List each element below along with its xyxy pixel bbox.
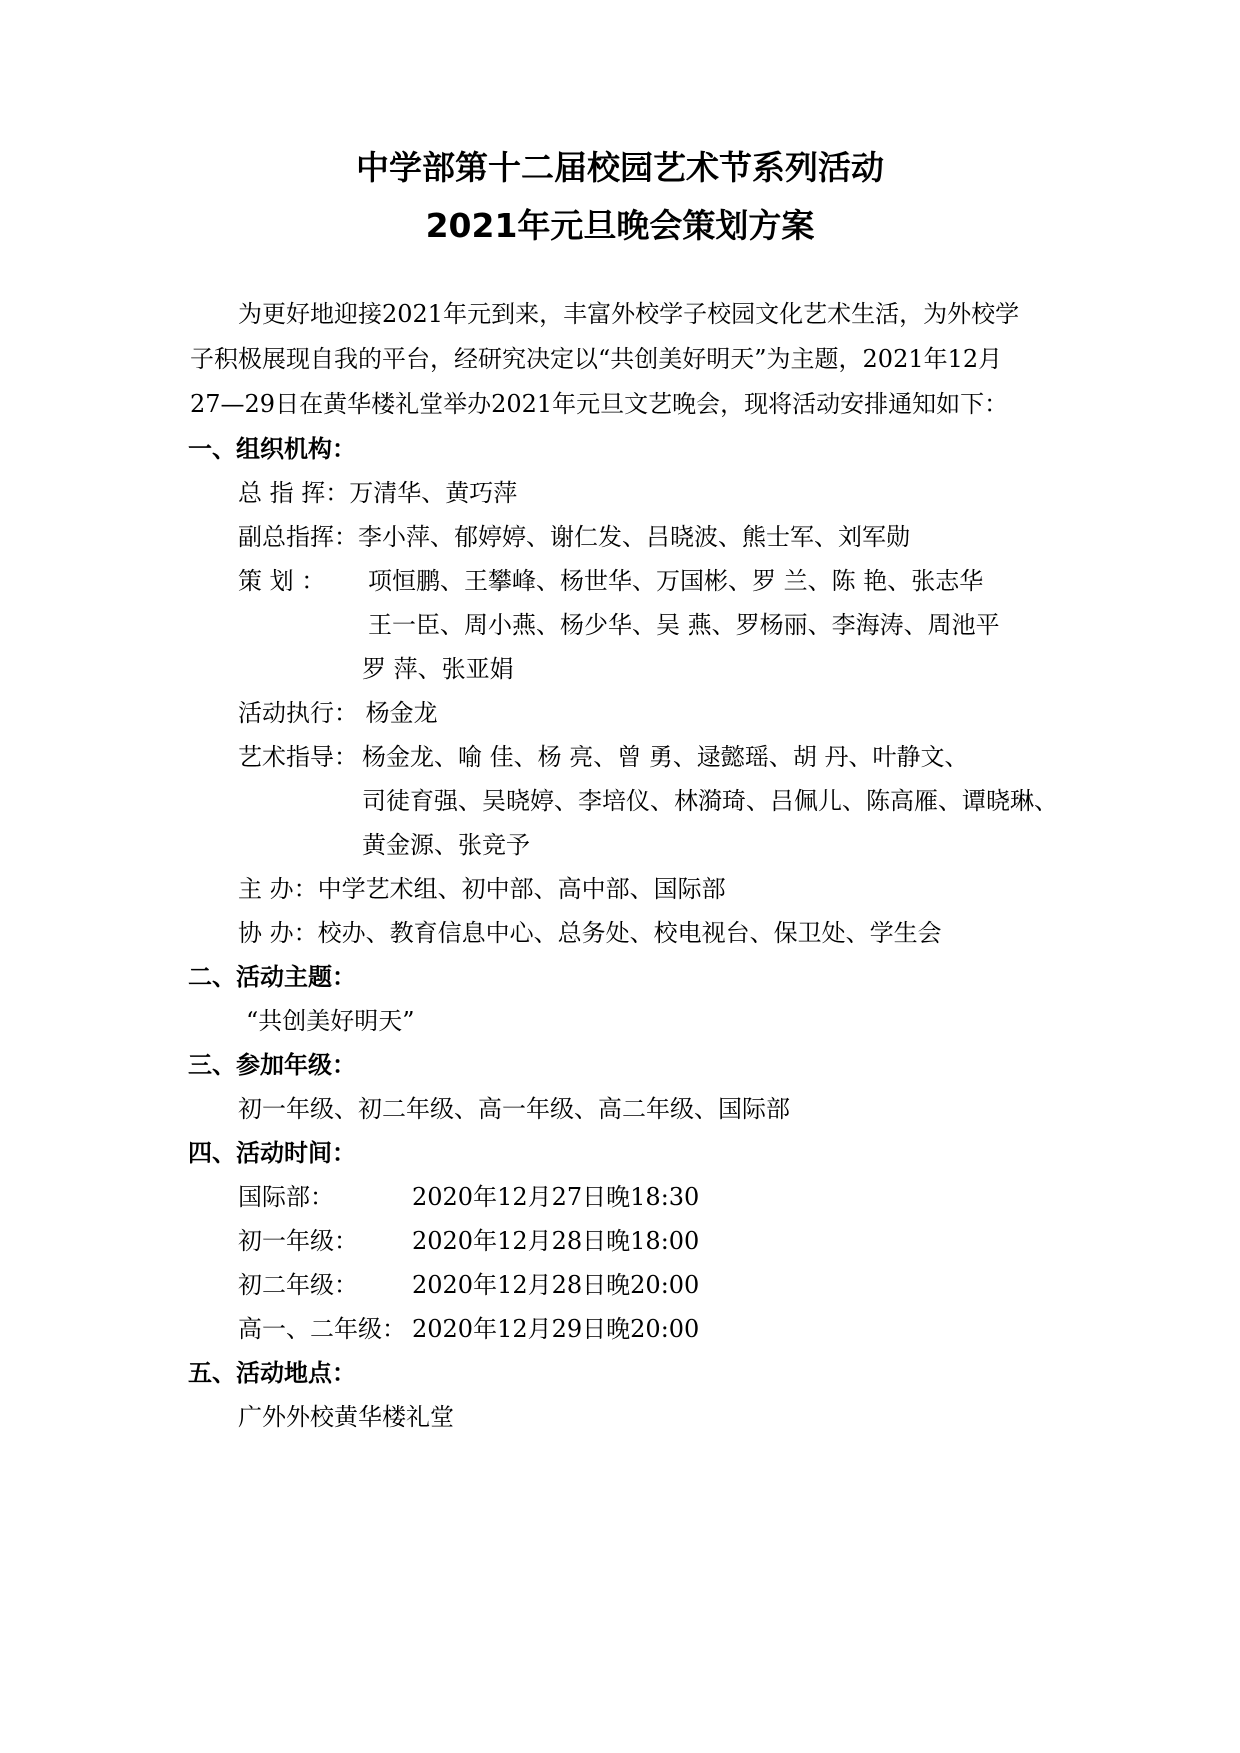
cohost-line: 协 办：校办、教育信息中心、总务处、校电视台、保卫处、学生会 (238, 919, 942, 947)
art-direction-names-line-1: 杨金龙、喻 佳、杨 亮、曾 勇、逯懿瑶、胡 丹、叶静文、 (362, 743, 969, 771)
section-heading-organization: 一、组织机构： (188, 435, 356, 463)
intro-line-2: 子积极展现自我的平台，经研究决定以“共创美好明天”为主题，2021年12月 (190, 345, 1003, 373)
art-direction-label: 艺术指导： (238, 743, 358, 771)
theme-text: “共创美好明天” (246, 1007, 415, 1035)
grades-text: 初一年级、初二年级、高一年级、高二年级、国际部 (238, 1095, 790, 1123)
intro-line-1: 为更好地迎接2021年元到来，丰富外校学子校园文化艺术生活，为外校学 (238, 300, 1020, 328)
art-direction-names-line-2: 司徒育强、吴晓婷、李培仪、林漪琦、吕佩儿、陈高雁、谭晓琳、 (362, 787, 1058, 815)
time-row-label: 国际部： (238, 1183, 334, 1211)
commander-line: 总 指 挥：万清华、黄巧萍 (238, 479, 518, 507)
deputy-commander-line: 副总指挥：李小萍、郁婷婷、谢仁发、吕晓波、熊士军、刘军勋 (238, 523, 910, 551)
planning-names-line-2: 王一臣、周小燕、杨少华、吴 燕、罗杨丽、李海涛、周池平 (368, 611, 1000, 639)
time-row-value: 2020年12月27日晚18:30 (412, 1183, 700, 1211)
planning-names-line-1: 项恒鹏、王攀峰、杨世华、万国彬、罗 兰、陈 艳、张志华 (368, 567, 984, 595)
document-title-line-2: 2021年元旦晚会策划方案 (425, 206, 815, 245)
section-heading-location: 五、活动地点： (188, 1359, 356, 1387)
host-line: 主 办：中学艺术组、初中部、高中部、国际部 (238, 875, 726, 903)
document-title-line-1: 中学部第十二届校园艺术节系列活动 (356, 148, 884, 187)
time-row-value: 2020年12月28日晚18:00 (412, 1227, 700, 1255)
time-row-label: 初一年级： (238, 1227, 358, 1255)
time-row-value: 2020年12月28日晚20:00 (412, 1271, 700, 1299)
time-row-value: 2020年12月29日晚20:00 (412, 1315, 700, 1343)
time-row-label: 初二年级： (238, 1271, 358, 1299)
time-row-label: 高一、二年级： (238, 1315, 406, 1343)
section-heading-time: 四、活动时间： (188, 1139, 356, 1167)
planning-label: 策 划 ： (238, 567, 326, 595)
location-text: 广外外校黄华楼礼堂 (238, 1403, 454, 1431)
intro-line-3: 27—29日在黄华楼礼堂举办2021年元旦文艺晚会，现将活动安排通知如下： (190, 390, 1009, 418)
execution-line: 活动执行： 杨金龙 (238, 699, 438, 727)
section-heading-grades: 三、参加年级： (188, 1051, 356, 1079)
art-direction-names-line-3: 黄金源、张竞予 (362, 831, 530, 859)
section-heading-theme: 二、活动主题： (188, 963, 356, 991)
planning-names-line-3: 罗 萍、张亚娟 (362, 655, 514, 683)
